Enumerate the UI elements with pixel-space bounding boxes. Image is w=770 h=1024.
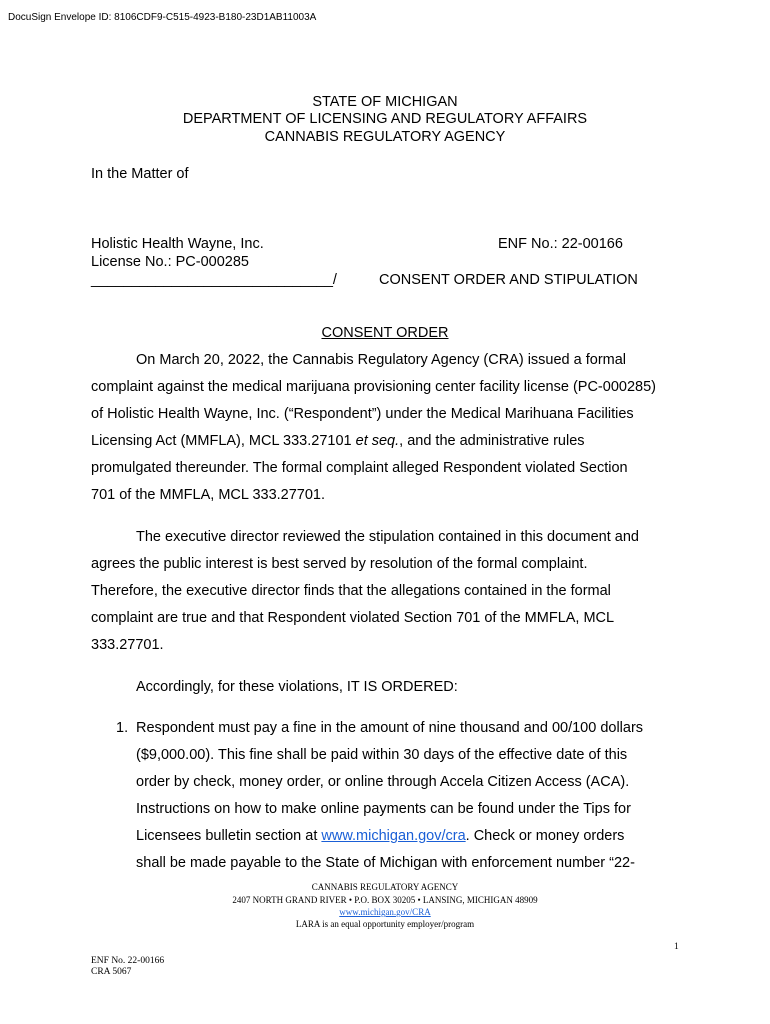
para2-line: 333.27701.: [91, 637, 164, 653]
footer-equal-opportunity: LARA is an equal opportunity employer/program: [295, 919, 475, 929]
license-number: License No.: PC-000285: [91, 254, 249, 270]
enf-number: ENF No.: 22-00166: [498, 236, 623, 252]
para1-line: complaint against the medical marijuana provisioning center facility license (PC-000285): [91, 379, 656, 395]
item-line: Respondent must pay a fine in the amount of nine thousand and 00/100 dollars: [136, 720, 644, 736]
para1-line: promulgated thereunder. The formal complaint alleged Respondent violated Section: [91, 460, 628, 476]
item-text: . Check or money orders: [465, 828, 625, 844]
item-line: shall be made payable to the State of Michigan with enforcement number “22-: [136, 855, 635, 871]
para2-line: The executive director reviewed the stipulation contained in this document and: [136, 529, 639, 545]
header-state: STATE OF MICHIGAN: [312, 94, 458, 110]
paragraph-3: Accordingly, for these violations, IT IS ORDERED:: [136, 679, 458, 695]
para2-line: Therefore, the executive director finds that the allegations contained in the formal: [91, 583, 611, 599]
page-number: 1: [674, 942, 679, 952]
et-seq: et seq.: [355, 433, 400, 449]
para2-line: agrees the public interest is best served by resolution of the formal complaint.: [91, 556, 588, 572]
para1-text: Licensing Act (MMFLA), MCL 333.27101: [91, 433, 356, 449]
para1-line: On March 20, 2022, the Cannabis Regulatory Agency (CRA) issued a formal: [136, 352, 627, 368]
item-line: order by check, money order, or online through Accela Citizen Access (ACA).: [136, 774, 630, 790]
item-line: Instructions on how to make online payments can be found under the Tips for: [136, 801, 631, 817]
document-title: CONSENT ORDER AND STIPULATION: [379, 272, 638, 288]
item-line: ($9,000.00). This fine shall be paid within 30 days of the effective date of this: [136, 747, 628, 763]
cra-website-link[interactable]: www.michigan.gov/cra: [321, 828, 466, 844]
matter-label: In the Matter of: [91, 166, 189, 182]
header-department: DEPARTMENT OF LICENSING AND REGULATORY AFFAIRS: [182, 111, 588, 127]
respondent-name: Holistic Health Wayne, Inc.: [91, 236, 264, 252]
para2-line: complaint are true and that Respondent violated Section 701 of the MMFLA, MCL: [91, 610, 615, 626]
para1-line: 701 of the MMFLA, MCL 333.27701.: [91, 487, 326, 503]
item-number: 1.: [116, 720, 129, 736]
footer-url-link[interactable]: www.michigan.gov/CRA: [339, 907, 431, 917]
bottom-cra-number: CRA 5067: [91, 967, 132, 977]
header-agency: CANNABIS REGULATORY AGENCY: [264, 129, 506, 145]
envelope-id: DocuSign Envelope ID: 8106CDF9-C515-4923-B180-23D1AB11003A: [8, 12, 317, 23]
item-text: Licensees bulletin section at: [136, 828, 322, 844]
footer-address: 2407 NORTH GRAND RIVER • P.O. BOX 30205 • LANSING, MICHIGAN 48909: [232, 895, 538, 905]
para1-line: [91, 433, 585, 449]
section-title: CONSENT ORDER: [321, 325, 449, 341]
para1-line: of Holistic Health Wayne, Inc. (“Respondent”) under the Medical Marihuana Facilities: [91, 406, 634, 422]
footer-url[interactable]: [0, 907, 770, 917]
para1-text: , and the administrative rules: [399, 433, 585, 449]
signature-line: ______________________________/: [91, 272, 337, 288]
footer-agency: CANNABIS REGULATORY AGENCY: [311, 882, 459, 892]
item-line: [136, 828, 624, 844]
bottom-enf-number: ENF No. 22-00166: [91, 956, 165, 966]
